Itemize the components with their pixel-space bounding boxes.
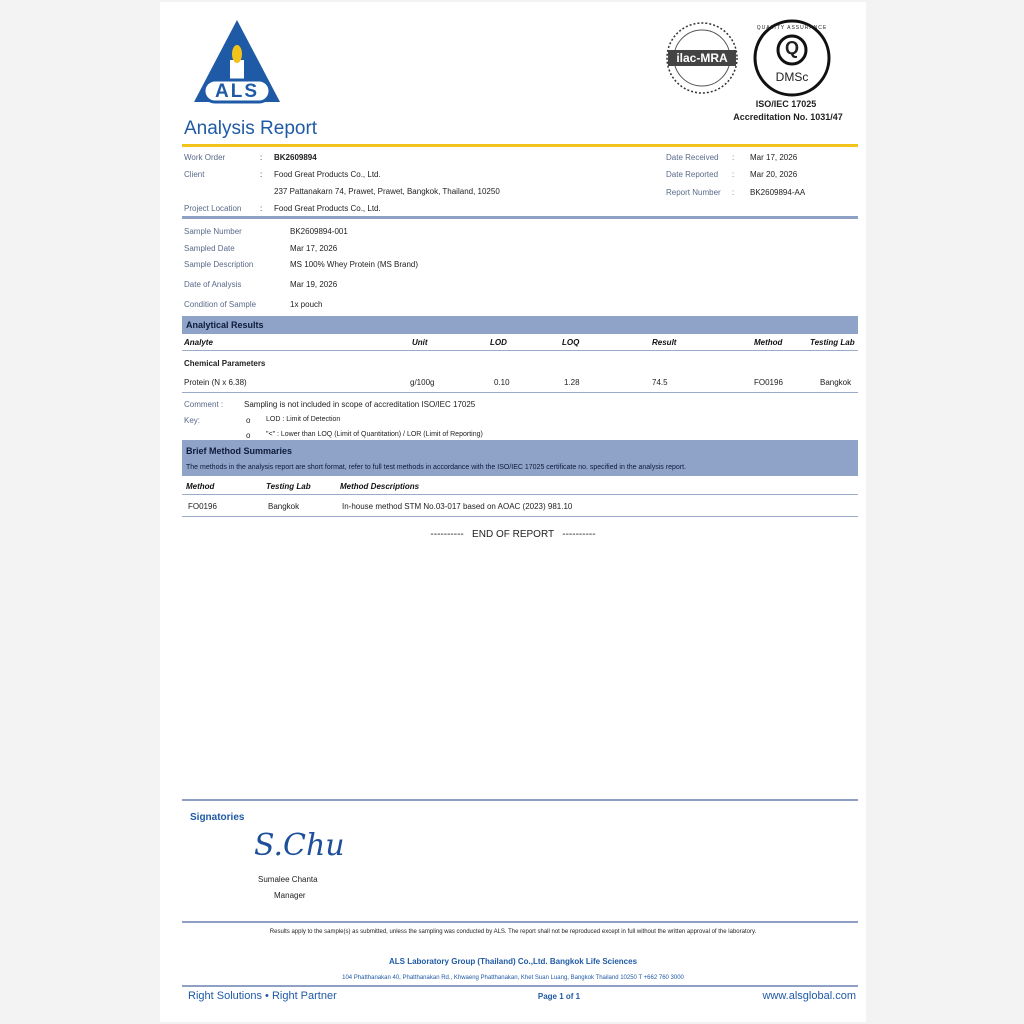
seal-ring-text: QUALITY ASSURANCE — [756, 25, 828, 31]
footer-address: 104 Phatthanakan 40, Phatthanakan Rd., Khwaeng Phatthanakan, Khet Suan Luang, Bangkok Thailand 10250 T +662 760 3000 — [342, 975, 684, 981]
iso-line-1: ISO/IEC 17025 — [755, 99, 817, 109]
page-number: Page 1 of 1 — [537, 992, 581, 1001]
colon: : — [260, 204, 263, 213]
method-cell-method: FO0196 — [188, 502, 217, 511]
col-testing-lab: Testing Lab — [266, 482, 311, 491]
colon: : — [732, 153, 735, 162]
sampled-date-value: Mar 17, 2026 — [290, 244, 338, 253]
work-order-value: BK2609894 — [274, 153, 317, 162]
client-label: Client — [184, 170, 205, 179]
key-label: Key: — [184, 416, 201, 425]
end-of-report: ---------- END OF REPORT ---------- — [430, 529, 596, 540]
col-unit: Unit — [412, 338, 428, 347]
seal-letter: Q — [784, 38, 799, 58]
signatory-role: Manager — [274, 891, 306, 900]
divider — [182, 985, 858, 987]
group-chemical-parameters: Chemical Parameters — [184, 359, 266, 368]
col-method: Method — [754, 338, 783, 347]
cell-result: 74.5 — [652, 378, 668, 387]
analytical-results-header: Analytical Results — [182, 316, 858, 334]
divider — [182, 350, 858, 351]
report-number-value: BK2609894-AA — [750, 188, 806, 197]
method-summaries-header: Brief Method Summaries — [186, 446, 293, 456]
footer-slogan: Right Solutions • Right Partner — [188, 990, 337, 1002]
comment-label: Comment : — [184, 400, 224, 409]
col-method: Method — [186, 482, 215, 491]
ilac-mra-seal — [664, 20, 740, 96]
divider — [182, 921, 858, 923]
cell-loq: 1.28 — [564, 378, 580, 387]
cell-analyte: Protein (N x 6.38) — [184, 378, 247, 387]
condition-label: Condition of Sample — [184, 300, 257, 309]
seal-sub: DMSc — [775, 70, 809, 84]
cell-method: FO0196 — [754, 378, 783, 387]
sampled-date-label: Sampled Date — [184, 244, 235, 253]
iso-line-2: Accreditation No. 1031/47 — [733, 112, 843, 122]
footer-disclaimer: Results apply to the sample(s) as submitted, unless the sampling was conducted by ALS. The report shall not be reproduced except in full without the written approval of the laboratory. — [269, 929, 757, 935]
method-cell-description: In-house method STM No.03-017 based on AOAC (2023) 981.10 — [342, 502, 573, 511]
gold-divider — [182, 144, 858, 147]
ilac-text: ilac-MRA — [676, 51, 728, 65]
colon: : — [732, 188, 735, 197]
work-order-label: Work Order — [184, 153, 226, 162]
cell-testing-lab: Bangkok — [820, 378, 852, 387]
signatories-title: Signatories — [190, 812, 245, 823]
footer-company: ALS Laboratory Group (Thailand) Co.,Ltd. Bangkok Life Sciences — [388, 957, 638, 966]
sample-number-label: Sample Number — [184, 227, 242, 236]
colon: : — [732, 170, 735, 179]
col-testing-lab: Testing Lab — [810, 338, 855, 347]
col-result: Result — [652, 338, 677, 347]
sample-number-value: BK2609894-001 — [290, 227, 348, 236]
bullet: o — [246, 431, 251, 440]
page-title: Analysis Report — [184, 118, 318, 139]
divider — [182, 392, 858, 393]
divider — [182, 216, 858, 219]
key-lod: LOD : Limit of Detection — [266, 416, 341, 423]
dmsc-seal — [752, 18, 832, 98]
colon: : — [260, 153, 263, 162]
date-reported-label: Date Reported — [666, 170, 719, 179]
client-address: 237 Pattanakarn 74, Prawet, Prawet, Bangkok, Thailand, 10250 — [274, 187, 500, 196]
colon: : — [260, 170, 263, 179]
col-analyte: Analyte — [184, 338, 213, 347]
divider — [182, 799, 858, 801]
date-received-label: Date Received — [666, 153, 719, 162]
divider — [182, 516, 858, 517]
key-loq: "<" : Lower than LOQ (Limit of Quantitation) / LOR (Limit of Reporting) — [266, 431, 483, 438]
col-method-descriptions: Method Descriptions — [340, 482, 420, 491]
date-of-analysis-label: Date of Analysis — [184, 280, 242, 289]
col-lod: LOD — [490, 338, 507, 347]
project-location-label: Project Location — [184, 204, 242, 213]
method-summaries-intro: The methods in the analysis report are short format, refer to full test methods in accordance with the ISO/IEC 17025 certificate no. specified in the analysis report. — [186, 464, 686, 471]
bullet: o — [246, 416, 251, 425]
comment-text: Sampling is not included in scope of accreditation ISO/IEC 17025 — [244, 400, 476, 409]
als-logo — [190, 18, 284, 108]
col-loq: LOQ — [562, 338, 580, 347]
condition-value: 1x pouch — [290, 300, 323, 309]
client-value: Food Great Products Co., Ltd. — [274, 170, 381, 179]
signature: S.Chu — [254, 828, 345, 863]
als-logo-text: ALS — [215, 81, 259, 102]
date-of-analysis-value: Mar 19, 2026 — [290, 280, 338, 289]
method-cell-lab: Bangkok — [268, 502, 300, 511]
signatory-name: Sumalee Chanta — [258, 875, 318, 884]
report-number-label: Report Number — [666, 188, 721, 197]
sample-description-label: Sample Description — [184, 260, 254, 269]
project-location-value: Food Great Products Co., Ltd. — [274, 204, 381, 213]
cell-unit: g/100g — [410, 378, 435, 387]
website-link[interactable]: www.alsglobal.com — [762, 990, 856, 1002]
report-page — [160, 2, 866, 1022]
cell-lod: 0.10 — [494, 378, 510, 387]
sample-description-value: MS 100% Whey Protein (MS Brand) — [290, 260, 419, 269]
divider — [182, 494, 858, 495]
date-reported-value: Mar 20, 2026 — [750, 170, 798, 179]
date-received-value: Mar 17, 2026 — [750, 153, 798, 162]
